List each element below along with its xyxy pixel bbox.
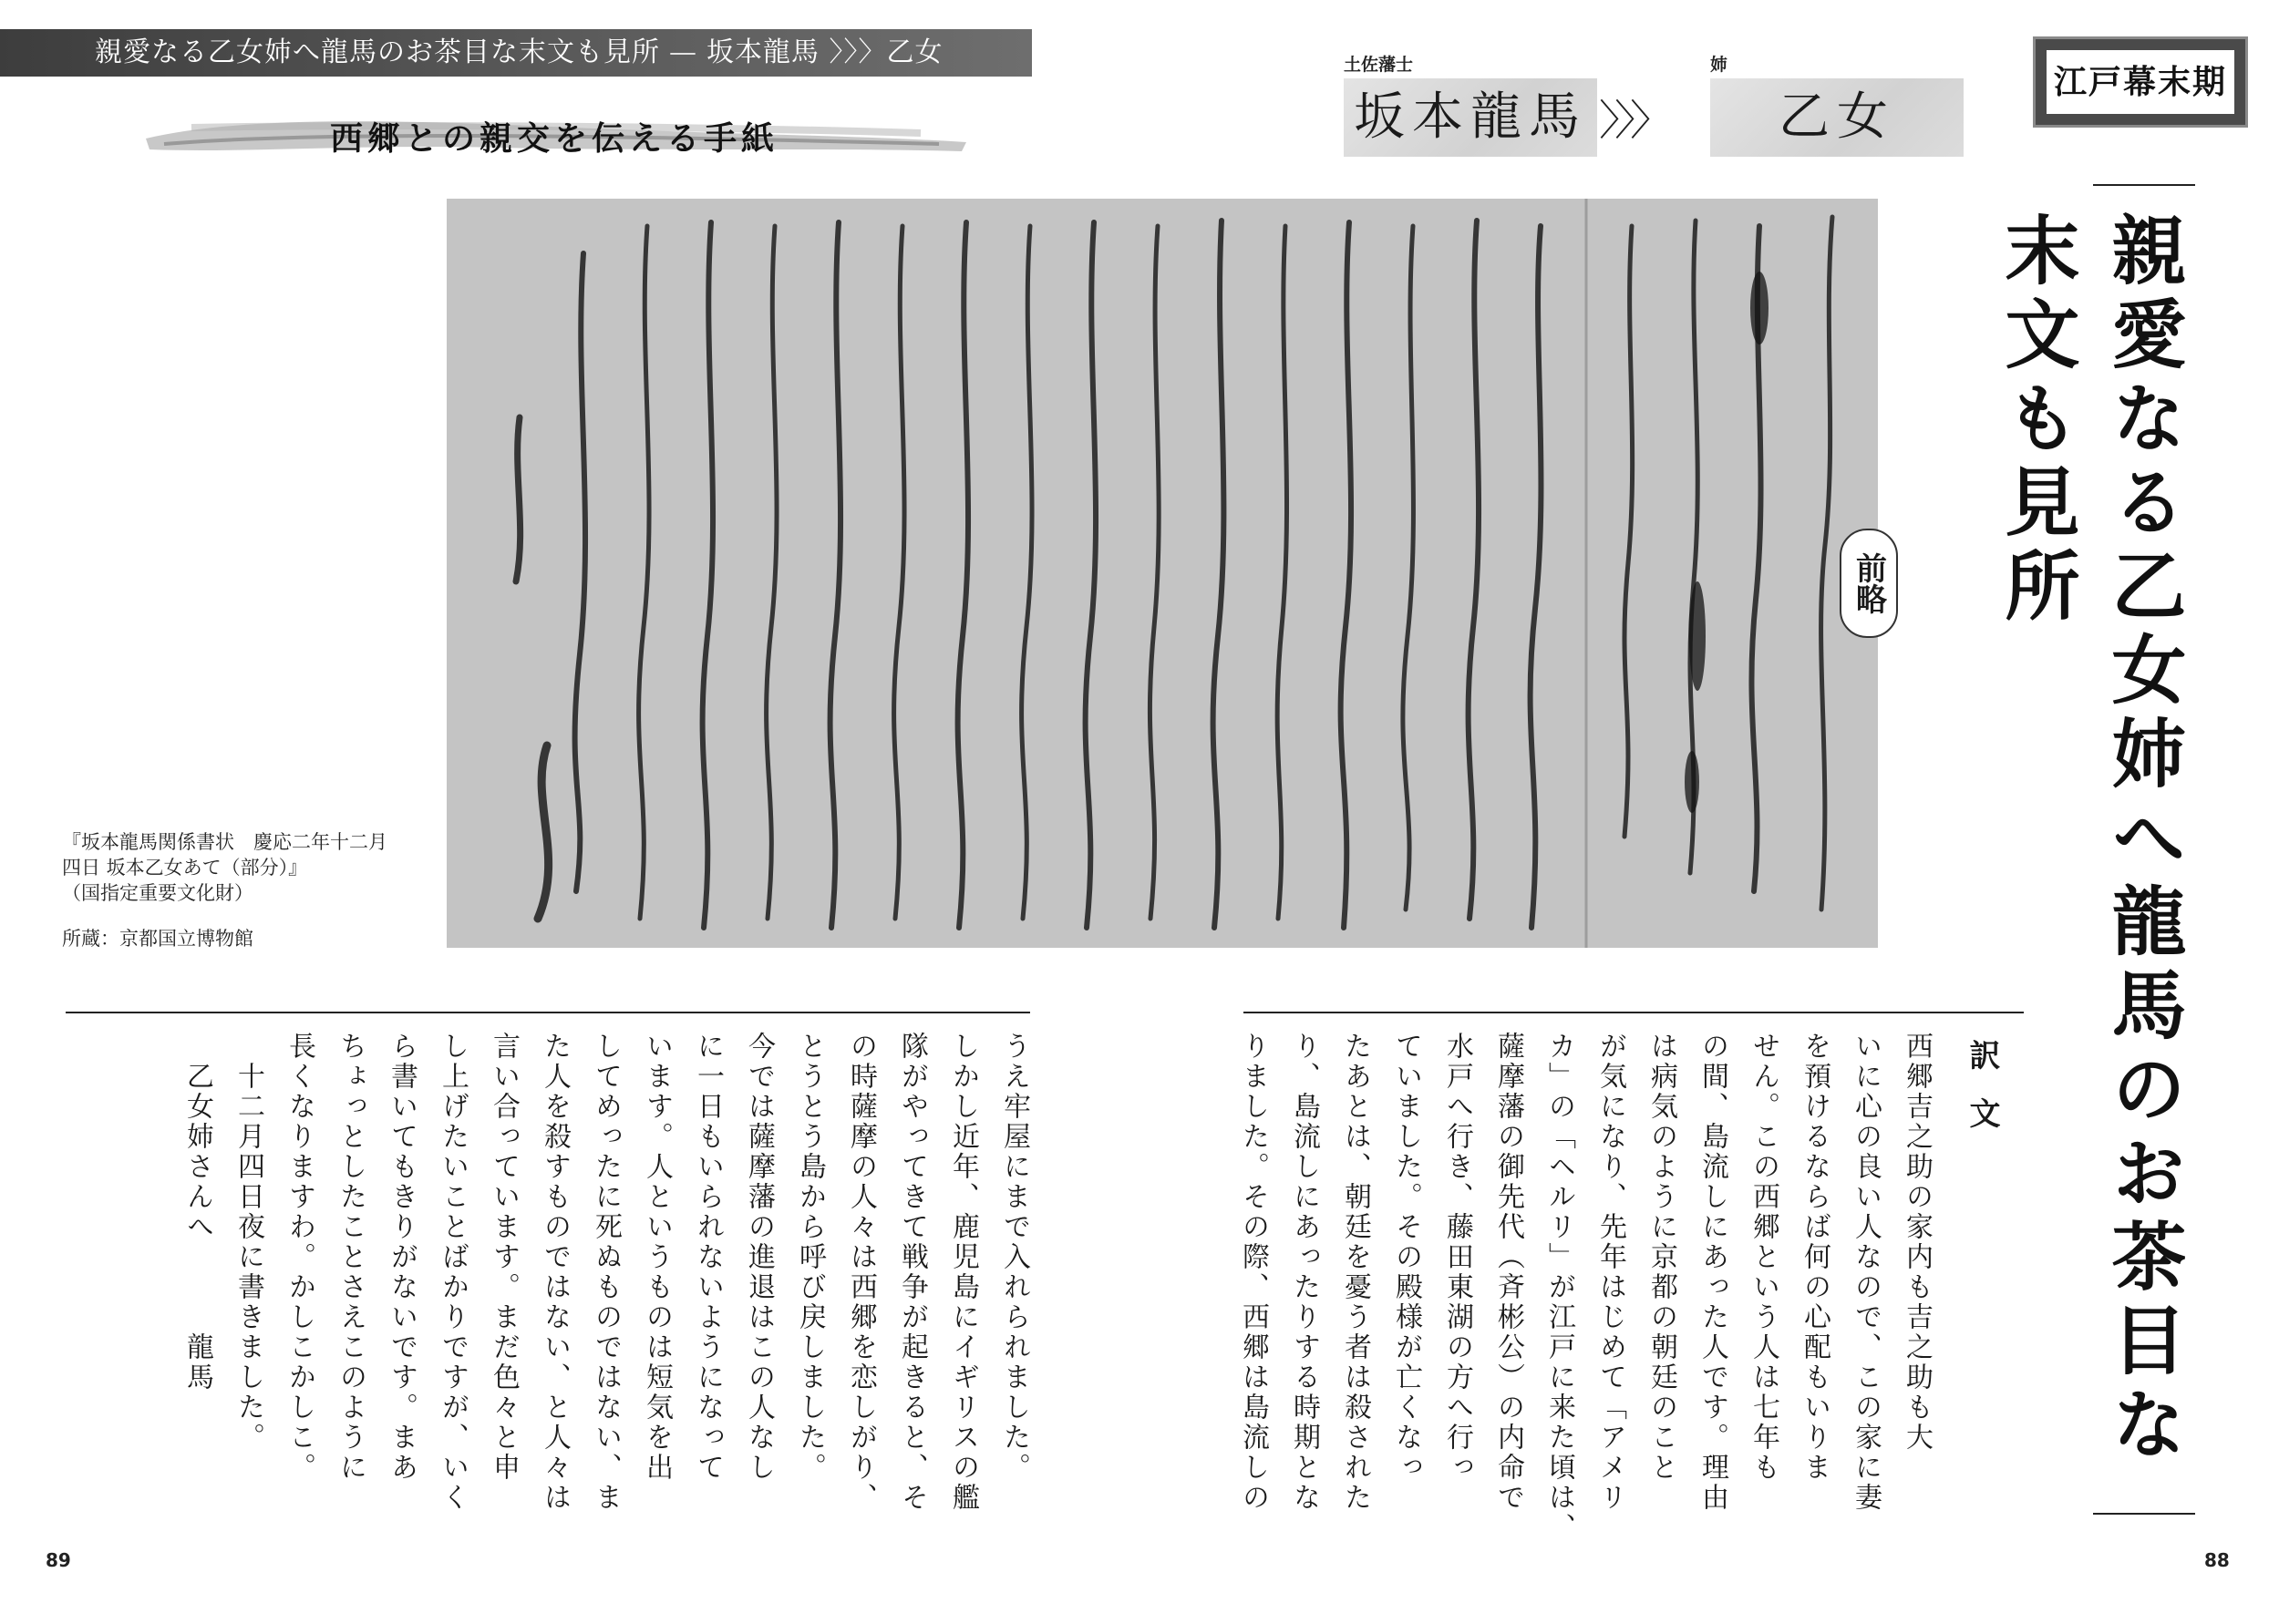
translation-column-right-14: りました。その際、西郷は島流しの bbox=[1237, 1032, 1269, 1513]
subtitle-text: 西郷との親交を伝える手紙 bbox=[330, 119, 779, 158]
translation-column-right-10: 水戸へ行き、藤田東湖の方へ行っ bbox=[1441, 1032, 1473, 1483]
translation-column-left-14: ちょっとしたことさえこのように bbox=[335, 1032, 366, 1483]
page-number-right: 88 bbox=[2204, 1549, 2230, 1571]
era-badge-text: 江戸幕末期 bbox=[2047, 50, 2234, 114]
omission-label: 前略 bbox=[1840, 529, 1898, 638]
translation-column-left-12: し上げたいことばかりですが、いく bbox=[437, 1032, 469, 1513]
photo-caption bbox=[62, 829, 445, 951]
translation-column-left-17: 乙女姉さんへ 龍馬 bbox=[181, 1032, 213, 1393]
title-rule-top bbox=[2093, 184, 2195, 186]
recipient-name: 乙女 bbox=[1710, 78, 1964, 157]
translation-column-right-8: カ」の「ヘルリ」が江戸に来た頃は、 bbox=[1543, 1032, 1575, 1543]
caption-line-1: 『坂本龍馬関係書状 慶応二年十二月 bbox=[62, 831, 387, 853]
manuscript-ink bbox=[447, 199, 1878, 948]
era-badge bbox=[2033, 36, 2248, 128]
running-header-title: 親愛なる乙女姉へ龍馬のお茶目な末文も見所 bbox=[95, 36, 660, 68]
translation-column-right-9: 薩摩藩の御先代（斉彬公）の内命で bbox=[1492, 1032, 1524, 1513]
translation-column-right-1: 西郷吉之助の家内も吉之助も大 bbox=[1901, 1032, 1933, 1453]
translation-column-right-2: いに心の良い人なので、この家に妻 bbox=[1850, 1032, 1882, 1513]
translation-column-right-12: たあとは、朝廷を憂う者は殺された bbox=[1339, 1032, 1371, 1513]
translation-right-columns bbox=[1185, 1032, 1942, 1578]
translation-column-right-5: の間、島流しにあった人です。理由 bbox=[1696, 1032, 1728, 1513]
caption-line-2: 四日 坂本乙女あて（部分）』 bbox=[62, 857, 308, 879]
translation-column-left-8: います。人というものは短気を出 bbox=[641, 1032, 673, 1483]
translation-column-left-10: た人を殺すものではない、と人々は bbox=[539, 1032, 571, 1513]
translation-left-columns bbox=[164, 1032, 1039, 1578]
translation-column-left-16: 十二月四日夜に書きました。 bbox=[232, 1032, 264, 1453]
translation-column-left-4: の時薩摩の人々は西郷を恋しがり、 bbox=[845, 1032, 877, 1513]
running-header bbox=[0, 29, 1032, 77]
translation-heading: 訳文 bbox=[1964, 1039, 2000, 1156]
translation-column-right-7: が気になり、先年はじめて「アメリ bbox=[1594, 1032, 1626, 1513]
manuscript-photo bbox=[447, 199, 1878, 948]
translation-column-right-13: り、島流しにあったりする時期とな bbox=[1288, 1032, 1320, 1513]
direction-arrows: 〉〉〉 bbox=[1599, 96, 1666, 145]
left-body-rule bbox=[66, 1012, 1030, 1013]
translation-column-left-1: うえ牢屋にまで入れられました。 bbox=[998, 1032, 1030, 1483]
page-number-left: 89 bbox=[46, 1549, 71, 1571]
translation-column-left-5: とうとう島から呼び戻しました。 bbox=[794, 1032, 826, 1483]
running-header-path: 坂本龍馬 〉〉〉乙女 bbox=[706, 36, 944, 68]
caption-line-3: （国指定重要文化財） bbox=[62, 882, 253, 904]
recipient-caption: 姉 bbox=[1710, 55, 1728, 75]
translation-column-left-9: してめったに死ぬものではない、ま bbox=[590, 1032, 622, 1513]
translation-column-right-3: を預けるならば何の心配もいりま bbox=[1799, 1032, 1830, 1483]
translation-column-right-6: は病気のように京都の朝廷のこと bbox=[1645, 1032, 1677, 1483]
translation-column-left-7: に一日もいられないようになって bbox=[692, 1032, 724, 1483]
translation-column-left-11: 言い合っています。まだ色々と申 bbox=[488, 1032, 520, 1483]
translation-column-right-4: せん。この西郷という人は七年も bbox=[1748, 1032, 1779, 1483]
translation-column-left-2: しかし近年、鹿児島にイギリスの艦 bbox=[947, 1032, 979, 1513]
sender-caption: 土佐藩士 bbox=[1344, 55, 1414, 75]
running-header-separator: — bbox=[669, 36, 697, 68]
right-body-rule bbox=[1243, 1012, 2024, 1013]
translation-column-left-13: ら書いてもきりがないです。まあ bbox=[386, 1032, 418, 1483]
translation-column-right-11: ていました。その殿様が亡くなっ bbox=[1390, 1032, 1422, 1483]
translation-column-left-6: 今では薩摩藩の進退はこの人なし bbox=[743, 1032, 775, 1483]
main-title: 親愛なる乙女姉へ龍馬のお茶目な末文も見所 bbox=[1993, 211, 2187, 1469]
translation-column-left-15: 長くなりますわ。かしこかしこ。 bbox=[284, 1032, 315, 1483]
caption-owner: 所蔵：京都国立博物館 bbox=[62, 928, 253, 950]
sender-name: 坂本龍馬 bbox=[1344, 78, 1597, 157]
title-rule-bottom bbox=[2093, 1513, 2195, 1515]
translation-column-left-3: 隊がやってきて戦争が起きると、そ bbox=[896, 1032, 928, 1513]
section-subtitle bbox=[137, 108, 975, 162]
